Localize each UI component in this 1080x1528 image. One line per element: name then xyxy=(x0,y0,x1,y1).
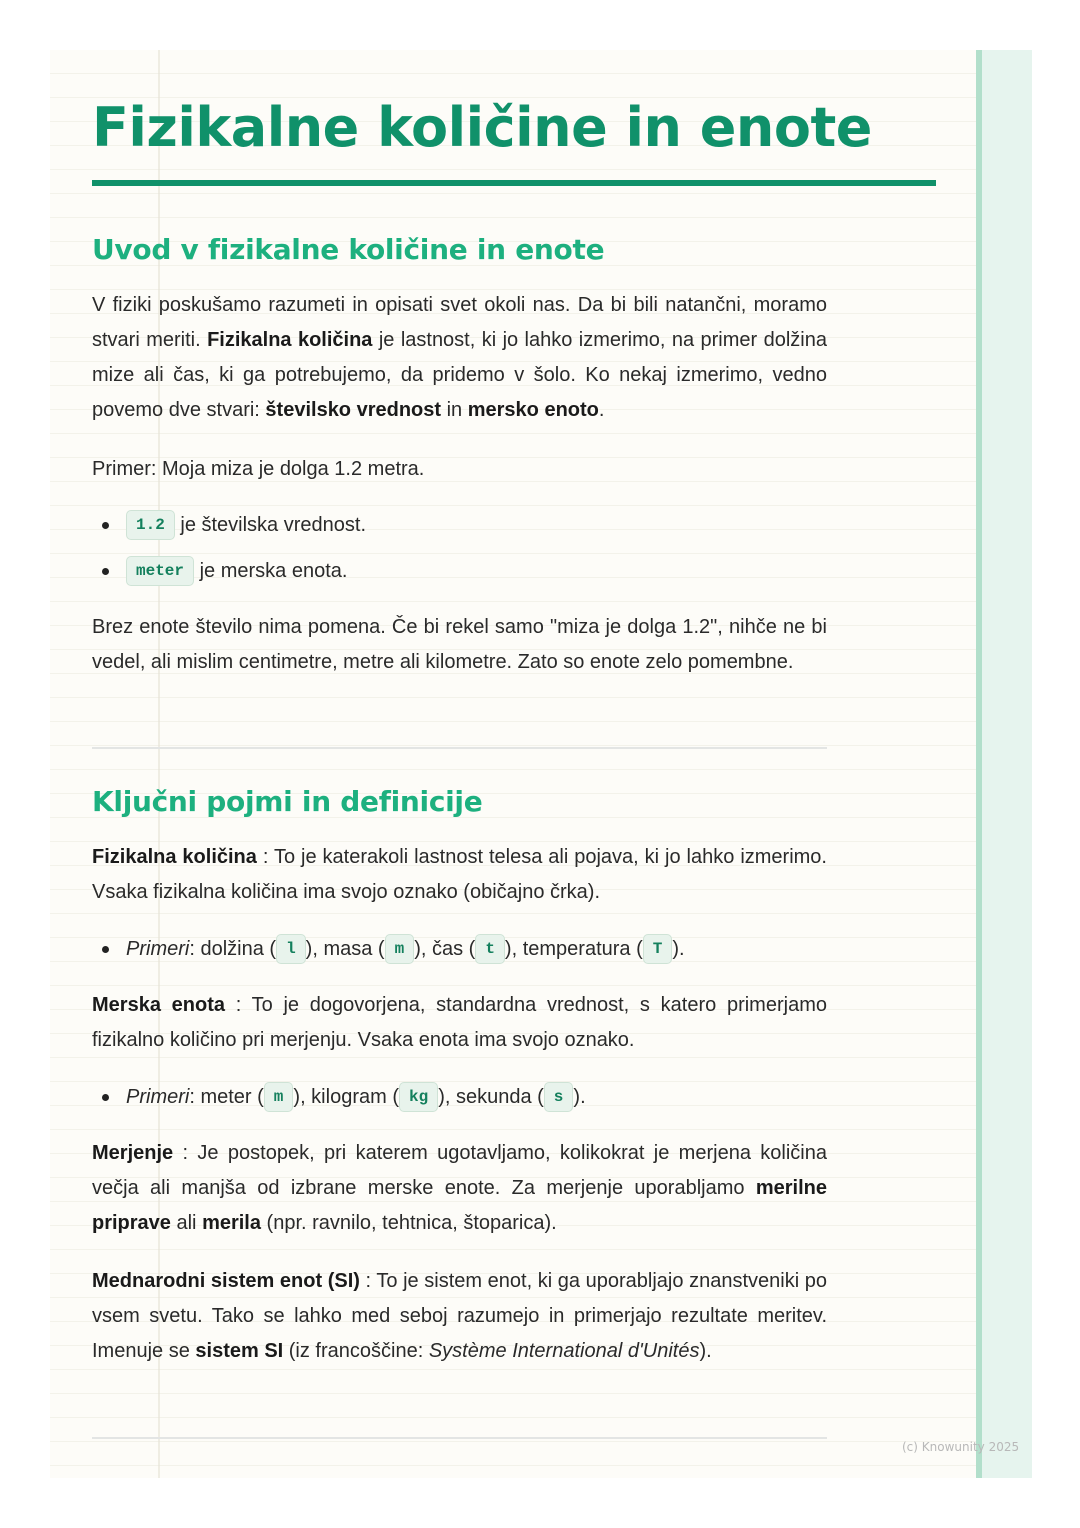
title-underline xyxy=(92,180,936,186)
example-line: Primer: Moja miza je dolga 1.2 metra. xyxy=(92,458,425,480)
definition-merska-enota: Merska enota : To je dogovorjena, standardna vrednost, s katero primerjamo fizikalno količino pri merjenju. Vsaka enota ima svojo oznako. xyxy=(92,994,827,1051)
example-bullets xyxy=(92,502,827,594)
section-divider xyxy=(92,747,827,749)
definition-si: Mednarodni sistem enot (SI) : To je sistem enot, ki ga uporabljajo znanstveniki po vsem svetu. Tako se lahko med seboj razumejo in primerjajo rezultate meritev. Imenuje se sistem SI (iz francoščine: Système International d'Unités). xyxy=(92,1270,827,1362)
list-item: Primeri: meter ( m ), kilogram ( kg ), sekunda ( s ). xyxy=(126,1074,827,1120)
code-chip: kg xyxy=(399,1082,438,1112)
page-title: Fizikalne količine in enote xyxy=(92,96,872,159)
term-stevilska-vrednost: številsko vrednost xyxy=(265,399,442,421)
code-chip: l xyxy=(276,934,306,964)
section-intro xyxy=(92,230,827,270)
section-heading-definitions: Ključni pojmi in definicije xyxy=(92,785,483,818)
definition-merjenje: Merjenje : Je postopek, pri katerem ugotavljamo, kolikokrat je merjena količina večja ali manjša od izbrane merske enote. Za merjenje uporabljamo merilne priprave ali merila (npr. ravnilo, tehtnica, štoparica). xyxy=(92,1142,827,1234)
side-margin-strip xyxy=(976,50,1032,1478)
term-fizikalna-kolicina: Fizikalna količina xyxy=(207,329,373,351)
code-chip: m xyxy=(264,1082,294,1112)
code-chip: meter xyxy=(126,556,194,586)
list-item: 1.2 je številska vrednost. xyxy=(126,502,827,548)
code-chip: s xyxy=(544,1082,574,1112)
definition-term: Fizikalna količina xyxy=(92,846,257,868)
definition-term: Merjenje xyxy=(92,1142,174,1164)
section-divider-bottom xyxy=(92,1437,827,1439)
intro-paragraph: V fiziki poskušamo razumeti in opisati svet okoli nas. Da bi bili natančni, moramo stvari meriti. Fizikalna količina je lastnost, ki jo lahko izmerimo, na primer dolžina mize ali čas, ki ga potrebujemo, da pridemo v šolo. Ko nekaj izmerimo, vedno povemo dve stvari: številsko vrednost in mersko enoto. xyxy=(92,294,827,421)
section-definitions xyxy=(92,782,827,822)
bullet-list xyxy=(92,502,827,594)
examples-units xyxy=(92,1074,827,1120)
code-chip: t xyxy=(475,934,505,964)
code-chip: T xyxy=(643,934,673,964)
code-chip: m xyxy=(385,934,415,964)
term-sistem-si: sistem SI xyxy=(195,1340,284,1362)
list-item: Primeri: dolžina ( l ), masa ( m ), čas ( t ), temperatura ( T ). xyxy=(126,926,827,972)
copyright-footer: (c) Knowunity 2025 xyxy=(902,1440,1020,1454)
list-item: meter je merska enota. xyxy=(126,548,827,594)
term-merila: merila xyxy=(202,1212,261,1234)
section-heading-intro: Uvod v fizikalne količine in enote xyxy=(92,233,605,266)
term-merska-enota: mersko enoto xyxy=(467,399,599,421)
units-importance-paragraph: Brez enote število nima pomena. Če bi rekel samo "miza je dolga 1.2", nihče ne bi vedel, ali mislim centimetre, metre ali kilometre. Zato so enote zelo pomembne. xyxy=(92,616,827,673)
definition-fizikalna-kolicina: Fizikalna količina : To je katerakoli lastnost telesa ali pojava, ki jo lahko izmerimo. Vsaka fizikalna količina ima svojo oznako (običajno črka). xyxy=(92,846,827,903)
definition-term: Merska enota xyxy=(92,994,225,1016)
examples-quantities xyxy=(92,926,827,972)
document-page xyxy=(50,50,976,1478)
term-merilne-priprave: merilne priprave xyxy=(92,1177,827,1234)
definition-term: Mednarodni sistem enot (SI) xyxy=(92,1270,360,1292)
code-chip: 1.2 xyxy=(126,510,175,540)
